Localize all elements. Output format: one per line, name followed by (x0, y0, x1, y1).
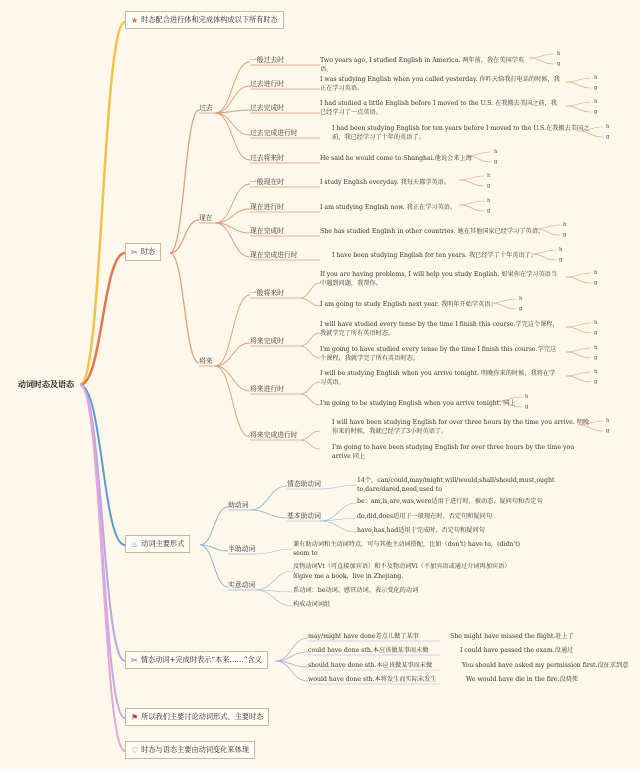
connector (275, 638, 308, 661)
hg-marker: h g (519, 296, 523, 312)
connector (566, 78, 591, 82)
connector (170, 110, 199, 253)
group-present: 现在 (199, 214, 213, 222)
tense-label: 将来进行时 (250, 385, 284, 393)
connector (200, 545, 228, 587)
hg-marker: h g (559, 247, 563, 263)
tense-label: 过去完成时 (250, 104, 284, 112)
connector (320, 521, 357, 532)
branch-tenses[interactable]: ✂ 时态 (125, 243, 161, 261)
real-linking: 系动词：be动词、感官动词、表示变化的动词 (293, 587, 419, 594)
example-text: I was studying English when you called yesterday. 你昨天给我打电话的时候，我正在学习英语。 (320, 76, 560, 92)
connector (300, 431, 320, 440)
hg-marker: h g (487, 198, 491, 214)
connector (80, 22, 125, 385)
tense-label: 过去将来时 (250, 154, 284, 162)
branch-summary[interactable]: ♡ 时态与语态主要由动词变化来体现 (125, 741, 255, 759)
connector (300, 382, 320, 394)
connector (80, 385, 125, 718)
connector (170, 253, 199, 363)
connector (566, 352, 591, 358)
modal-example: We would have die in the fire.没烧死 (466, 676, 579, 683)
connector (250, 486, 287, 510)
tools-icon: ✂ (131, 248, 138, 257)
hg-marker: h g (606, 124, 610, 140)
connector (215, 295, 250, 366)
connector (255, 549, 293, 554)
connector (215, 366, 250, 437)
connector (215, 86, 250, 113)
connector (529, 58, 554, 64)
root-node: 动词时态及语态 (18, 379, 74, 389)
example-text: I'm going to have studied every tense by the time I finish this course.学完这个课程，我就学完了所有英语时态。 (320, 346, 557, 362)
flag-icon: ⚑ (131, 713, 139, 722)
hg-marker: h g (557, 51, 561, 67)
tense-label: 一般过去时 (250, 56, 284, 64)
modal-example: You should have asked my permission first.没征求到意 (462, 662, 629, 669)
connector (566, 323, 591, 327)
connector (529, 54, 554, 58)
connector (300, 440, 320, 449)
example-text: She has studied English in other countries. 她在其他国家已经学习了英语。 (320, 228, 545, 235)
tense-label: 现在完成时 (250, 227, 284, 235)
real-trans: 及物动词Vt（可直接加宾语）和不及物动词Vi（不加宾语或通过介词再加宾语） (293, 563, 511, 570)
tense-label: 过去完成进行时 (250, 129, 298, 137)
connector (275, 652, 308, 661)
basic-do: do,did,does适用于一般现在时、否定句和疑问句 (357, 513, 493, 520)
node-modal: 情态助动词 (287, 480, 321, 488)
example-text: I will have been studying English for over three hours by the time you arrive. 明晚你来的时候，我就已经学了3小时英语了。 (332, 419, 590, 435)
example-text: If you are having problems, I will help you study English. 如果你在学习英语当中遇到问题，我帮你。 (320, 271, 558, 287)
tense-label: 过去进行时 (250, 80, 284, 88)
connector (300, 346, 320, 358)
hg-marker: h g (594, 75, 598, 91)
hg-marker: h g (525, 394, 529, 410)
hg-marker: h g (594, 270, 598, 286)
modal-rule: should have done sth.本应该做某事而未做 (308, 662, 433, 669)
hg-marker: h g (487, 173, 491, 189)
connector (215, 209, 250, 223)
heart-icon: ♡ (131, 746, 139, 755)
node-semi: 半助动词 (228, 545, 256, 553)
connector (566, 348, 591, 352)
node-basic: 基本助动词 (287, 512, 321, 520)
connector (80, 253, 125, 385)
modal-rule: could have done sth.本应该做某事而未做 (308, 647, 429, 654)
example-text: I will be studying English when you arrive tonight. 明晚你来的时候，我将在学习英语。 (320, 370, 556, 386)
group-past: 过去 (199, 104, 213, 112)
connector (300, 298, 320, 306)
example-text: I will have studied every tense by the time I finish this course.学完这个课程，我就学完了所有英语时态。 (320, 321, 559, 337)
branch-tense-formation[interactable]: ★ 时态配合进行体和完成体构成以下所有时态 (125, 11, 284, 29)
example-text: I study English everyday. 我每天都学英语。 (320, 179, 451, 186)
connector (566, 327, 591, 333)
semi-desc: 兼有助动词和主动词特点，可与其他主动词搭配，比如（don't) have to，(didn't) seem to (293, 541, 521, 557)
tense-label: 将来完成进行时 (250, 431, 298, 439)
example-text: I have been studying English for ten years. 我已经学了十年英语了。 (332, 252, 538, 259)
hg-marker: h g (563, 222, 567, 238)
hg-marker: h g (494, 149, 498, 165)
connector (200, 507, 228, 545)
connector (566, 106, 591, 112)
tense-label: 一般现在时 (250, 178, 284, 186)
basic-be: be：am,is,are,was,were适用于进行时、被动态、疑问句和否定句 (357, 498, 543, 505)
tense-label: 现在完成进行时 (250, 251, 298, 259)
tense-label: 现在进行时 (250, 203, 284, 211)
connector (320, 485, 357, 489)
modal-rule: may/might have done差点儿做了某事 (308, 633, 419, 640)
connector (80, 385, 125, 751)
branch-conclusion[interactable]: ⚑ 所以我们主要讨论动词形式、主要时态 (125, 708, 269, 726)
hg-marker: h g (594, 99, 598, 115)
connector (255, 590, 293, 606)
connector (215, 343, 250, 366)
hg-marker: h g (594, 320, 598, 336)
example-text: I'm going to be studying English when you arrive tonight. 同上 (320, 400, 516, 407)
real-example: 如give me a book，live in Zhejiang. (293, 573, 404, 580)
tense-label: 一般将来时 (250, 289, 284, 297)
basic-have: have,has,had适用于完成时、否定句和疑问句 (357, 527, 485, 534)
example-text: I am studying English now. 我正在学习英语。 (320, 204, 457, 211)
flame-icon: ♨ (131, 540, 139, 549)
node-real: 实意动词 (228, 581, 256, 589)
tools-icon: ✂ (131, 656, 138, 665)
connector (566, 376, 591, 382)
example-text: I had studied a little English before I moved to the U.S. 在我搬去美国之前，我已经学习了一点英语。 (320, 100, 557, 116)
modal-list: 14个，can/could,may/might,will/would,shall/should,must,ought to,dare/dared,need,used to (357, 477, 555, 493)
example-text: I'm going to have been studying English for over three hours by the time you arrive 同上 (332, 444, 575, 460)
real-phrase: 构成动词词组 (293, 601, 331, 608)
branch-modal-perfect[interactable]: ✂ 情态动词+完成时表示“本来……”含义 (125, 651, 268, 669)
branch-verb-forms[interactable]: ♨ 动词主要形式 (125, 535, 190, 553)
example-text: Two years ago, I studied English in America. 两年前，我在美国学英语。 (320, 57, 525, 73)
connector (566, 277, 591, 283)
connector (300, 394, 320, 405)
connector (250, 510, 287, 518)
example-text: I had been studying English for ten years before I moved to the U.S.在我搬去美国之前，我已经学习了十年的英语了。 (332, 125, 590, 141)
connector (215, 366, 250, 391)
connector (80, 385, 125, 661)
connector (215, 62, 250, 113)
hg-marker: h g (606, 418, 610, 434)
modal-example: She might have missed the flight.赶上了 (450, 633, 574, 640)
connector (215, 113, 250, 135)
hg-marker: h g (594, 345, 598, 361)
connector (215, 113, 250, 160)
example-text: He said he would come to Shanghai.他说会来上海 (320, 155, 472, 162)
hg-marker: h g (594, 369, 598, 385)
connector (566, 102, 591, 106)
modal-example: I could have passed the exam.没通过 (460, 647, 574, 654)
connector (300, 333, 320, 346)
tense-label: 将来完成时 (250, 337, 284, 345)
star-icon: ★ (131, 16, 139, 25)
modal-rule: would have done sth.本将发生而实际未发生 (308, 676, 437, 683)
connector (255, 571, 293, 590)
group-future: 将来 (199, 357, 213, 365)
connector (566, 82, 591, 88)
connector (300, 283, 320, 298)
connector (566, 372, 591, 376)
connector (215, 184, 250, 223)
example-text: I am going to study English next year. 我明年开始学英语。 (320, 301, 497, 308)
node-aux: 助动词 (228, 501, 249, 509)
connector (566, 273, 591, 277)
